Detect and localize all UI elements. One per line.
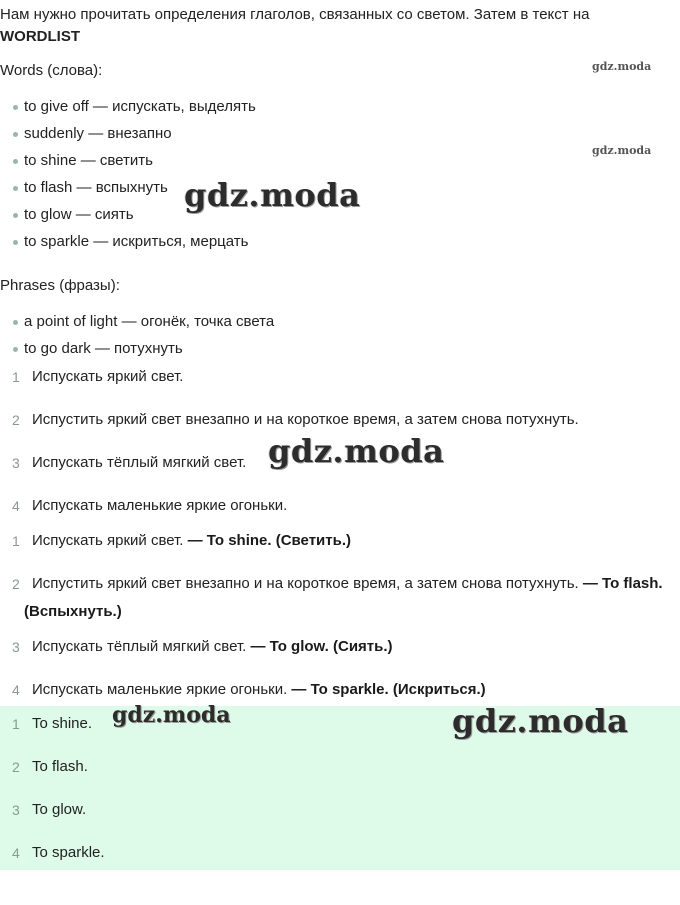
item-number: 4	[12, 498, 20, 514]
phrases-heading: Phrases (фразы):	[0, 277, 120, 294]
bullet-icon	[13, 105, 18, 110]
item-number: 3	[12, 639, 20, 655]
item-number: 2	[12, 412, 20, 428]
item-number: 3	[12, 802, 20, 818]
list-item: to glow — сиять	[0, 204, 256, 231]
item-number: 4	[12, 845, 20, 861]
bullet-icon	[13, 213, 18, 218]
list-item: to flash — вспыхнуть	[0, 177, 256, 204]
words-heading: Words (слова):	[0, 62, 103, 79]
item-number: 1	[12, 716, 20, 732]
watermark: gdz.moda	[112, 702, 231, 728]
bullet-icon	[13, 320, 18, 325]
watermark: gdz.moda	[452, 702, 629, 740]
item-number: 2	[12, 759, 20, 775]
item-number: 1	[12, 533, 20, 549]
watermark: gdz.moda	[592, 60, 652, 73]
bullet-icon	[13, 347, 18, 352]
list-item: to sparkle — искриться, мерцать	[0, 231, 256, 258]
item-number: 1	[12, 369, 20, 385]
watermark: gdz.moda	[592, 144, 652, 157]
bullet-icon	[13, 186, 18, 191]
item-number: 2	[12, 576, 20, 592]
list-item: to give off — испускать, выделять	[0, 96, 256, 123]
list-item: suddenly — внезапно	[0, 123, 256, 150]
item-number: 4	[12, 682, 20, 698]
watermark: gdz.moda	[184, 176, 361, 214]
answer-box: 1 To shine. 2 To flash. 3 To glow. 4 To sparkle.	[0, 706, 680, 870]
bullet-icon	[13, 132, 18, 137]
phrases-list	[0, 311, 274, 365]
intro-text	[0, 4, 680, 48]
list-item: a point of light — огонёк, точка света	[0, 311, 274, 338]
bullet-icon	[13, 240, 18, 245]
item-number: 3	[12, 455, 20, 471]
list-item: to go dark — потухнуть	[0, 338, 274, 365]
bullet-icon	[13, 159, 18, 164]
watermark: gdz.moda	[268, 432, 445, 470]
intro-line-1: Нам нужно прочитать определения глаголов, связанных со светом. Затем в текст на	[0, 6, 590, 23]
wordlist-label: WORDLIST	[0, 28, 80, 45]
list-item: to shine — светить	[0, 150, 256, 177]
